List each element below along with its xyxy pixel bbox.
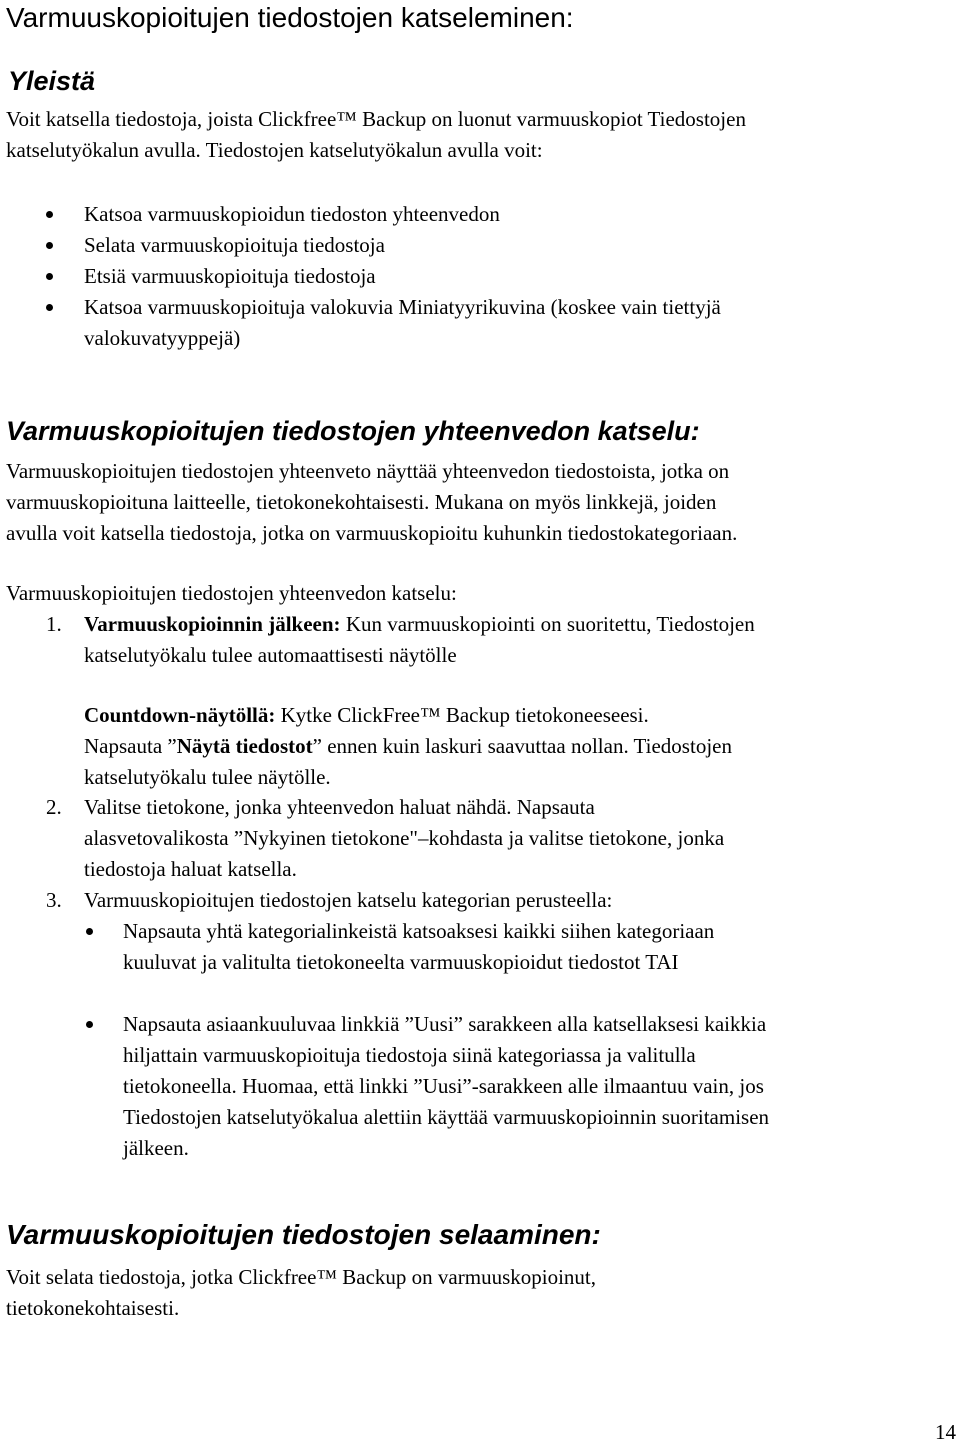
sub-bullet-line: Napsauta yhtä kategorialinkeistä katsoaksesi kaikki siihen kategoriaan [123,919,715,943]
list-item: Katsoa varmuuskopioituja valokuvia Miniatyyrikuvina (koskee vain tiettyjä [84,295,721,319]
list-item: Katsoa varmuuskopioidun tiedoston yhteenvedon [84,202,500,226]
browse-line-2: tietokonekohtaisesti. [6,1296,180,1320]
sub-bullet-line: tietokoneella. Huomaa, että linkki ”Uusi”-sarakkeen alle ilmaantuu vain, jos [123,1074,764,1098]
page-title: Varmuuskopioitujen tiedostojen katseleminen: [6,2,574,33]
list-item-continuation: valokuvatyyppejä) [84,326,241,350]
section-heading-summary: Varmuuskopioitujen tiedostojen yhteenvedon katselu: [6,416,700,446]
summary-para-line: avulla voit katsella tiedostoja, jotka on varmuuskopioitu kuhunkin tiedostokategoriaan. [6,521,738,545]
countdown-line-3: katselutyökalu tulee näytölle. [84,765,331,789]
step-number: 3. [46,888,62,912]
bullet-icon [46,242,53,249]
sub-bullet-line: Napsauta asiaankuuluvaa linkkiä ”Uusi” sarakkeen alla katsellaksesi kaikkia [123,1012,767,1036]
show-files-bold: Näytä tiedostot [176,734,313,758]
list-item: Etsiä varmuuskopioituja tiedostoja [84,264,376,288]
countdown-rest: Kytke ClickFree™ Backup tietokoneeseesi. [275,703,649,727]
summary-para-line: Varmuuskopioitujen tiedostojen yhteenveto näyttää yhteenvedon tiedostoista, jotka on [6,459,730,483]
summary-para-line: varmuuskopioituna laitteelle, tietokonekohtaisesti. Mukana on myös linkkejä, joiden [6,490,717,514]
bullet-icon [86,928,93,935]
countdown-bold: Countdown-näytöllä: [84,703,276,727]
bullet-icon [46,273,53,280]
browse-line-1: Voit selata tiedostoja, jotka Clickfree™ Backup on varmuuskopioinut, [6,1265,596,1289]
step-2-line: Valitse tietokone, jonka yhteenvedon haluat nähdä. Napsauta [84,795,595,819]
countdown-line-2 [84,731,732,762]
step-1-line [84,609,755,640]
page-number: 14 [935,1420,956,1444]
step-1-rest: Kun varmuuskopiointi on suoritettu, Tiedostojen [340,612,755,636]
sub-bullet-line: kuuluvat ja valitulta tietokoneelta varmuuskopioidut tiedostot TAI [123,950,679,974]
intro-line-1: Voit katsella tiedostoja, joista Clickfree™ Backup on luonut varmuuskopiot Tiedostojen [6,107,746,131]
step-1-bold: Varmuuskopioinnin jälkeen: [84,612,341,636]
bullet-icon [86,1021,93,1028]
step-3-line: Varmuuskopioitujen tiedostojen katselu kategorian perusteella: [84,888,613,912]
step-2-line: tiedostoja haluat katsella. [84,857,297,881]
bullet-icon [46,211,53,218]
step-2-line: alasvetovalikosta ”Nykyinen tietokone"–kohdasta ja valitse tietokone, jonka [84,826,725,850]
countdown-line [84,700,649,731]
summary-subheading: Varmuuskopioitujen tiedostojen yhteenvedon katselu: [6,581,457,605]
sub-bullet-line: Tiedostojen katselutyökalua alettiin käyttää varmuuskopioinnin suoritamisen [123,1105,770,1129]
intro-line-2: katselutyökalun avulla. Tiedostojen katselutyökalun avulla voit: [6,138,543,162]
step-number: 2. [46,795,62,819]
section-heading-browse: Varmuuskopioitujen tiedostojen selaaminen: [6,1219,601,1250]
bullet-icon [46,304,53,311]
list-item: Selata varmuuskopioituja tiedostoja [84,233,385,257]
countdown-pre: Napsauta ” [84,734,177,758]
step-1-line-2: katselutyökalu tulee automaattisesti näytölle [84,643,457,667]
sub-bullet-line: hiljattain varmuuskopioituja tiedostoja siinä kategoriassa ja valitulla [123,1043,696,1067]
step-number: 1. [46,612,62,636]
countdown-post: ” ennen kuin laskuri saavuttaa nollan. Tiedostojen [312,734,732,758]
section-heading-general: Yleistä [8,66,96,96]
sub-bullet-line: jälkeen. [123,1136,189,1160]
